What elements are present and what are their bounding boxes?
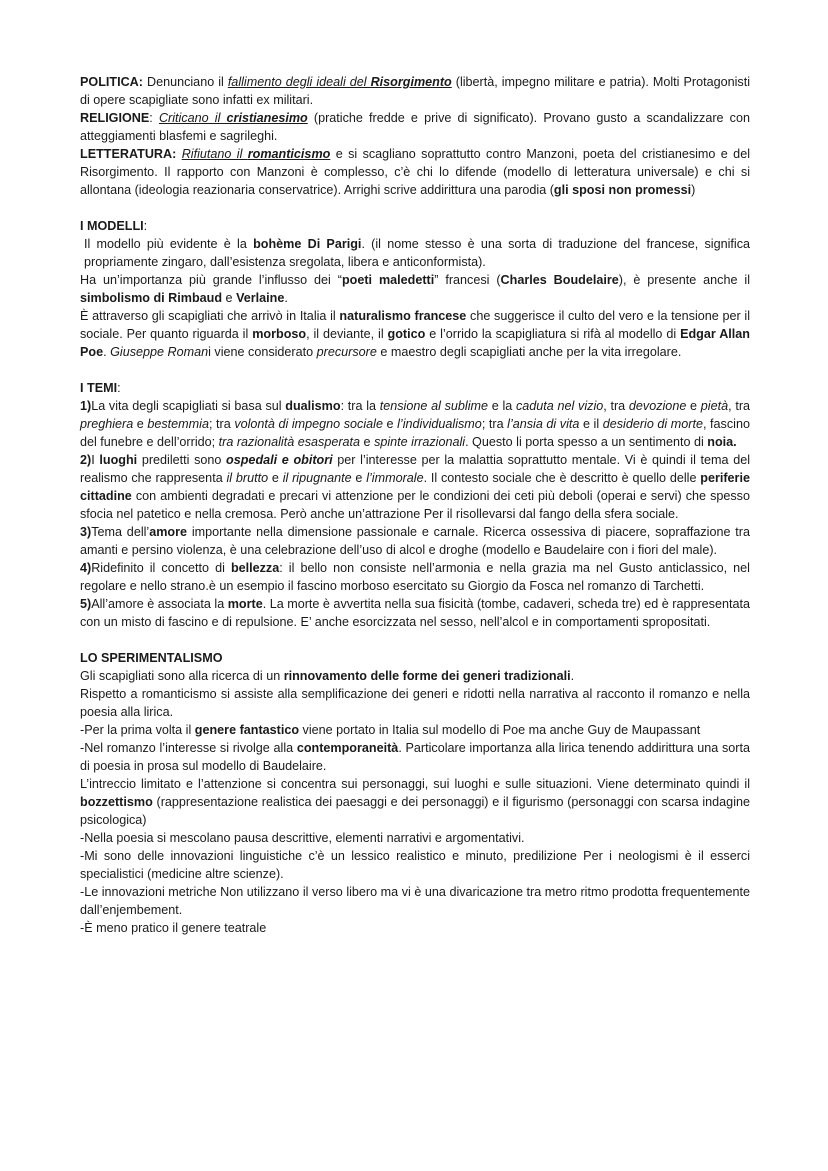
text-run: tensione al sublime (379, 399, 489, 413)
text-run: , tra (728, 399, 751, 413)
section-heading-modelli (80, 217, 750, 235)
text-run: Tema dell’ (91, 525, 150, 539)
text-run: (rappresentazione realistica dei paesaggi e dei personaggi) e il figurismo (personaggi con scarsa indagine psicologica) (80, 795, 750, 827)
text-run: Risorgimento (370, 75, 452, 89)
text-run: . Il contesto sociale che è descritto è quello delle (423, 471, 701, 485)
paragraph-tema-5 (80, 595, 750, 631)
paragraph-modelli-poeti-maledetti (80, 271, 750, 307)
text-run: amore (149, 525, 188, 539)
text-run: simbolismo di Rimbaud (80, 291, 223, 305)
text-run: (libertà, impegno militare e patria). Molti Protagonisti di opere scapigliate sono infatti ex militari. (80, 75, 750, 107)
text-run: . La morte è avvertita nella sua fisicità (tombe, cadaveri, scheda tre) ed è rappresentata con un misto di fascino e di repulsione. E’ anche esorcizzata nel sesso, nell’alcol e in comportamenti spropositati. (80, 597, 750, 629)
paragraph-tema-1 (80, 397, 750, 451)
paragraph-modelli-boheme (80, 235, 750, 271)
text-run: , fascino del funebre e dell’orrido; (80, 417, 750, 449)
spacer (80, 199, 750, 217)
text-run: I TEMI (80, 381, 118, 395)
text-run: viene portato in Italia sul modello di Poe ma anche Guy de Maupassant (299, 723, 701, 737)
paragraph-tema-4 (80, 559, 750, 595)
text-run: naturalismo francese (339, 309, 467, 323)
spacer (80, 631, 750, 649)
text-run: . Questo li porta spesso a un sentimento di (465, 435, 708, 449)
text-run: . (103, 345, 111, 359)
text-run: e il (579, 417, 603, 431)
text-run: : il bello non consiste nell’armonia e nella grazia ma nel Gusto anticlassico, nel regolare e nello strano.è un esempio il fascino morboso esercitato su Giorgio da Fosca nel romanzo di Tarchetti. (80, 561, 750, 593)
text-run: : tra la (340, 399, 380, 413)
text-run: : (149, 111, 159, 125)
text-run: Criticano il (158, 111, 227, 125)
text-run: gotico (387, 327, 426, 341)
text-run: il brutto (226, 471, 269, 485)
text-run: -Per la prima volta il (80, 723, 195, 737)
text-run: (pratiche fredde e prive di significato). Provano gusto a scandalizzare con atteggiamenti blasfemi e sagrileghi. (80, 111, 750, 143)
text-run: : (143, 219, 148, 233)
text-run: I (91, 453, 100, 467)
text-run: romanticismo (247, 147, 331, 161)
text-run: Ridefinito il concetto di (91, 561, 231, 575)
text-run: , il deviante, il (306, 327, 388, 341)
text-run: ” francesi ( (434, 273, 501, 287)
text-run: ospedali e obitori (226, 453, 333, 467)
text-run: È attraverso gli scapigliati che arrivò in Italia il (80, 309, 340, 323)
text-run: e si scagliano soprattutto contro Manzoni, poeta del cristianesimo e del Risorgimento. Il rapporto con Manzoni è complesso, c’è chi lo difende (modello di letteratura universale) e chi si allontana (ideologia reazionaria conservatrice). Arrighi scrive addirittura una parodia ( (80, 147, 750, 197)
text-run: 2) (80, 453, 92, 467)
text-run: Verlaine (236, 291, 285, 305)
text-run: La vita degli scapigliati si basa sul (91, 399, 286, 413)
text-run: per l’interesse per la malattia soprattutto mentale. Vi è quindi il tema del realismo che rappresenta (80, 453, 751, 485)
text-run: e la (488, 399, 516, 413)
text-run: e maestro degli scapigliati anche per la vita irregolare. (376, 345, 682, 359)
text-run: contemporaneità (296, 741, 399, 755)
text-run: All’amore è associata la (91, 597, 228, 611)
text-run: , tra (603, 399, 629, 413)
text-run: LETTERATURA: (80, 147, 177, 161)
text-run: L’intreccio limitato e l’attenzione si concentra sui personaggi, sui luoghi e sulle situazioni. Viene determinato quindi il (80, 777, 750, 791)
text-run: bestemmia (147, 417, 209, 431)
text-run: poeti maledetti (341, 273, 435, 287)
text-run: Ha un’importanza più grande l’influsso dei “ (80, 273, 342, 287)
text-run: preghiera (80, 417, 134, 431)
text-run: bellezza (230, 561, 280, 575)
paragraph-sper-8 (80, 883, 750, 919)
text-run: l’immorale (366, 471, 424, 485)
text-run: Giuseppe Roman (110, 345, 209, 359)
text-run: spinte irrazionali (374, 435, 466, 449)
text-run: importante nella dimensione passionale e carnale. Ricerca ossessiva di piacere, sopraffazione tra amanti e persino violenza, è una celebrazione dell’uso di alcol e droghe (modello e Baudelaire con i fiori del male). (80, 525, 750, 557)
paragraph-sper-5 (80, 775, 750, 829)
text-run: tra razionalità esasperata (218, 435, 361, 449)
text-run: fallimento degli ideali del (227, 75, 371, 89)
text-run: morboso (252, 327, 307, 341)
text-run: Denunciano il (142, 75, 228, 89)
text-run: Rifiutano il (181, 147, 248, 161)
text-run: I MODELLI (80, 219, 144, 233)
text-run: 1) (80, 399, 92, 413)
text-run: desiderio di morte (602, 417, 703, 431)
paragraph-sper-9 (80, 919, 750, 937)
paragraph-sper-4 (80, 739, 750, 775)
text-run: Gli scapigliati sono alla ricerca di un (80, 669, 284, 683)
text-run: ; tra (481, 417, 508, 431)
text-run: 4) (80, 561, 92, 575)
text-run: Rispetto a romanticismo si assiste alla semplificazione dei generi e ridotti nella narrativa al racconto il romanzo e nella poesia alla lirica. (80, 687, 750, 719)
text-run: devozione (628, 399, 687, 413)
text-run: Charles Boudelaire (500, 273, 619, 287)
text-run: che suggerisce il culto del vero e la tensione per il sociale. Per quanto riguarda il (80, 309, 750, 341)
text-run: Edgar Allan Poe (80, 327, 751, 359)
text-run: ) (691, 183, 696, 197)
section-heading-temi (80, 379, 750, 397)
paragraph-tema-2 (80, 451, 750, 523)
text-run: -Mi sono delle innovazioni linguistiche c’è un lessico realistico e minuto, predilizione Per i neologismi è il esserci specialistici (medicine altre scienze). (80, 849, 750, 881)
text-run: i viene considerato (208, 345, 317, 359)
paragraph-sper-7 (80, 847, 750, 883)
text-run: LO SPERIMENTALISMO (80, 651, 223, 665)
text-run: bozzettismo (80, 795, 153, 809)
text-run: dualismo (285, 399, 341, 413)
text-run: -Nel romanzo l’interesse si rivolge alla (80, 741, 297, 755)
text-run: ), è presente anche il (618, 273, 750, 287)
text-run: l’ansia di vita (507, 417, 580, 431)
paragraph-modelli-naturalismo (80, 307, 750, 361)
paragraph-sper-6 (80, 829, 750, 847)
text-run: -È meno pratico il genere teatrale (80, 921, 267, 935)
text-run: cristianesimo (226, 111, 308, 125)
text-run: precursore (316, 345, 377, 359)
text-run: gli sposi non promessi (553, 183, 692, 197)
text-run: prediletti sono (137, 453, 227, 467)
text-run: e (268, 471, 283, 485)
text-run: . (284, 291, 288, 305)
text-run: pietà (700, 399, 729, 413)
paragraph-sper-1 (80, 667, 750, 685)
text-run: 5) (80, 597, 92, 611)
text-run: il ripugnante (282, 471, 352, 485)
text-run: 3) (80, 525, 92, 539)
text-run: . (570, 669, 575, 683)
text-run: : (117, 381, 121, 395)
paragraph-politica (80, 73, 750, 109)
paragraph-religione (80, 109, 750, 145)
text-run: POLITICA: (80, 75, 143, 89)
text-run: morte (227, 597, 263, 611)
text-run: l’individualismo (397, 417, 482, 431)
text-run: RELIGIONE (80, 111, 150, 125)
paragraph-sper-2 (80, 685, 750, 721)
text-run: rinnovamento delle forme dei generi tradizionali (283, 669, 571, 683)
document-body (80, 73, 750, 937)
paragraph-tema-3 (80, 523, 750, 559)
text-run: . (il nome stesso è una sorta di traduzione del francese, significa propriamente zingaro, dall’esistenza sregolata, libera e anticonformista). (84, 237, 750, 269)
text-run: ; tra (208, 417, 235, 431)
paragraph-letteratura (80, 145, 750, 199)
spacer (80, 361, 750, 379)
paragraph-sper-3 (80, 721, 750, 739)
text-run: Il modello più evidente è la (84, 237, 254, 251)
text-run: e (133, 417, 148, 431)
text-run: bohème Di Parigi (253, 237, 362, 251)
text-run: e (360, 435, 375, 449)
text-run: noia. (707, 435, 737, 449)
text-run: e (222, 291, 237, 305)
text-run: genere fantastico (194, 723, 300, 737)
section-heading-sperimentalismo (80, 649, 750, 667)
text-run: e (351, 471, 367, 485)
text-run: luoghi (99, 453, 138, 467)
text-run: . Particolare importanza alla lirica tenendo addirittura una sorta di poesia in prosa sul modello di Baudelaire. (80, 741, 750, 773)
text-run: caduta nel vizio (516, 399, 604, 413)
text-run: volontà di impegno sociale (234, 417, 383, 431)
text-run: e l’orrido la scapigliatura si rifà al modello di (425, 327, 681, 341)
text-run: e (686, 399, 701, 413)
text-run: -Nella poesia si mescolano pausa descrittive, elementi narrativi e argomentativi. (80, 831, 525, 845)
text-run: e (382, 417, 398, 431)
text-run: periferie cittadine (80, 471, 750, 503)
text-run: con ambienti degradati e precari vi attenzione per le condizioni dei ceti più deboli (operai e servi) che spesso sfocia nel patetico e nella cremosa. Però anche un’attrazione Per il risollevarsi dal fango della sfera sociale. (80, 489, 750, 521)
text-run: -Le innovazioni metriche Non utilizzano il verso libero ma vi è una divaricazione tra metro ritmo prodotta frequentemente dall’enjembement. (80, 885, 750, 917)
